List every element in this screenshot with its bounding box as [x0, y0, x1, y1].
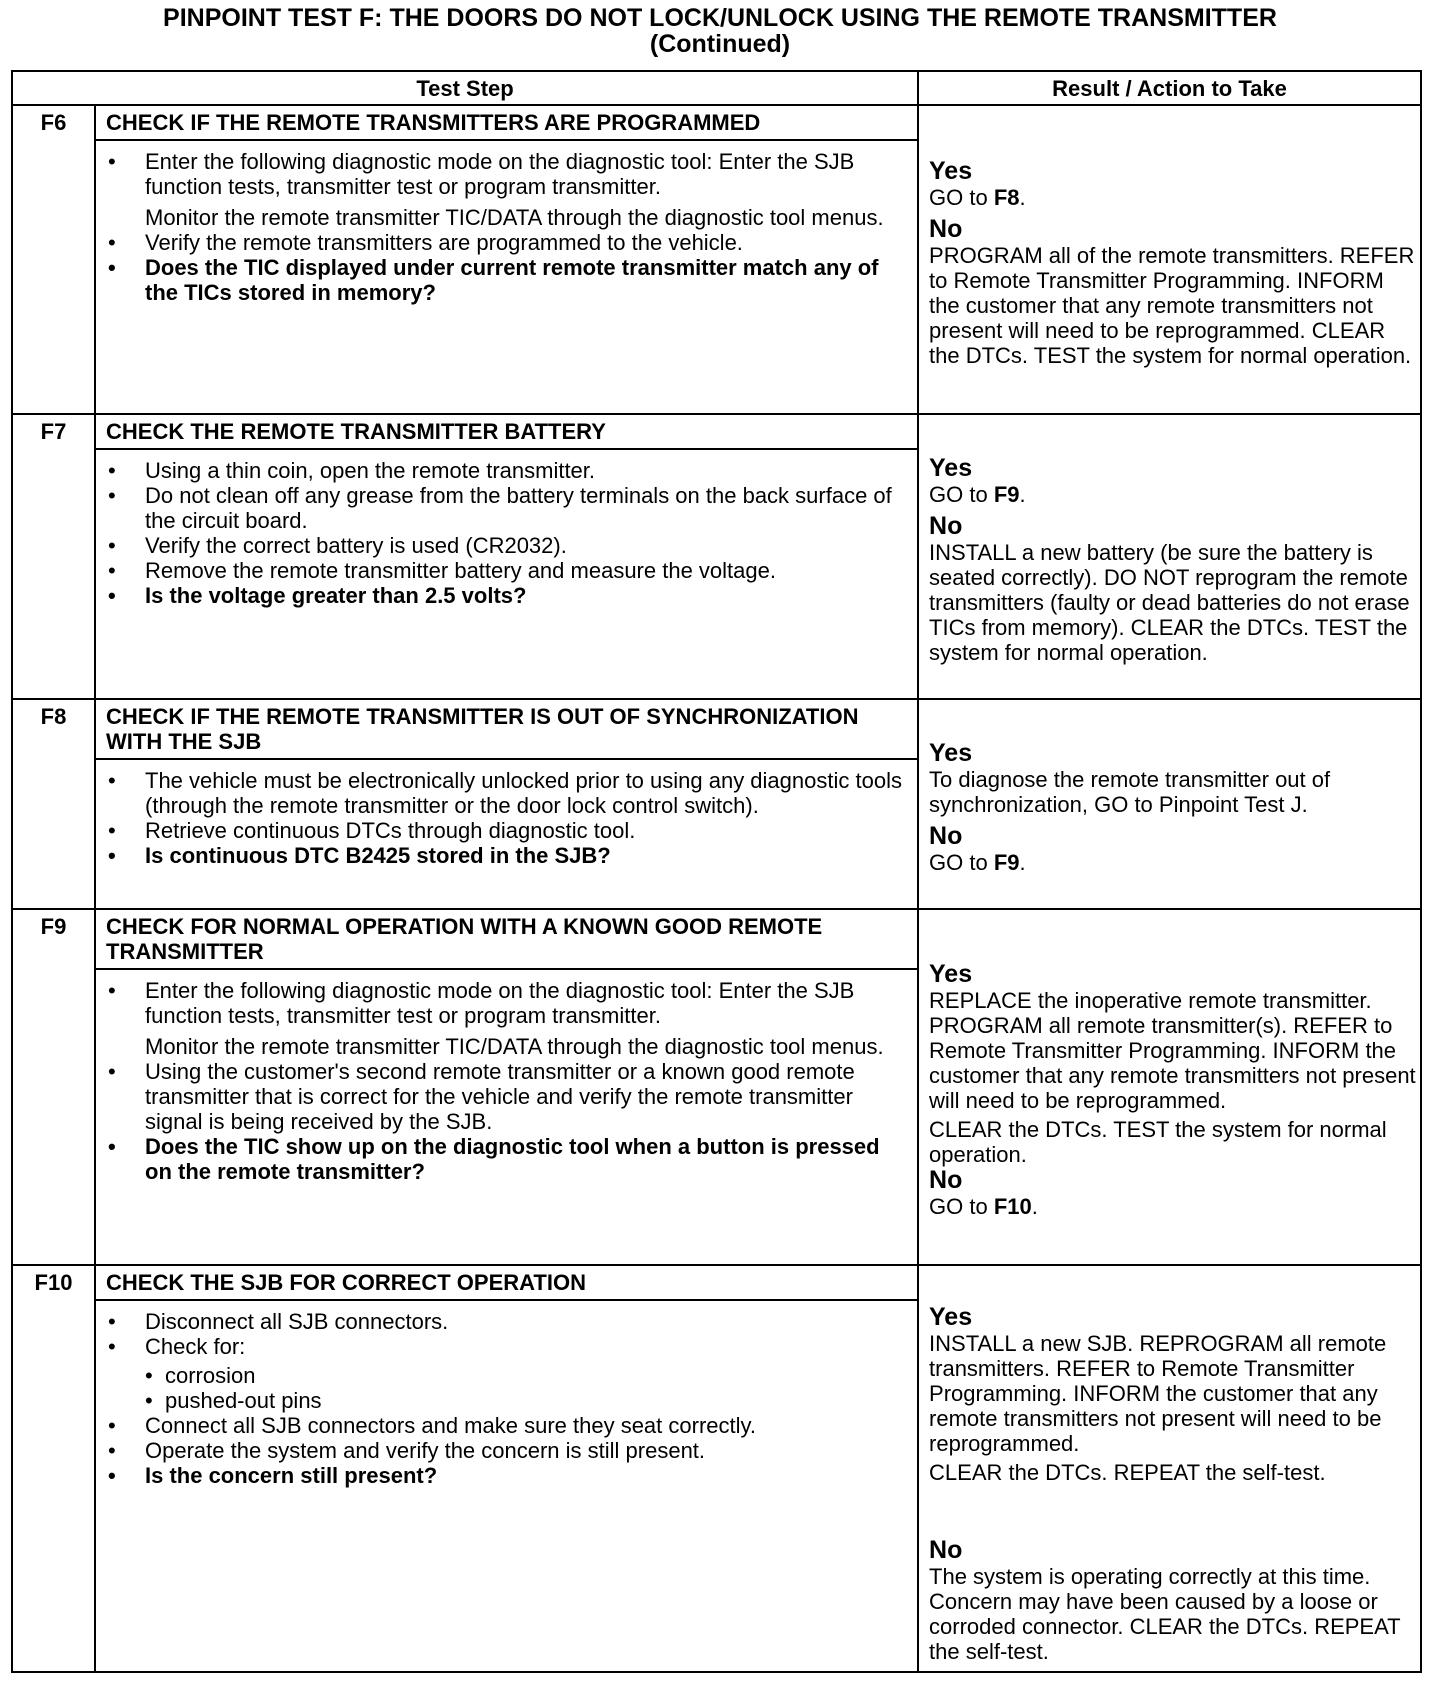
list-item: • Enter the following diagnostic mode on the diagnostic tool: Enter the SJB function tests, transmitter test or program transmitter. [108, 978, 905, 1028]
step-heading: CHECK IF THE REMOTE TRANSMITTERS ARE PROGRAMMED [95, 105, 918, 140]
list-item: • Check for: [108, 1334, 905, 1359]
step-question: • Is continuous DTC B2425 stored in the SJB? [108, 843, 905, 868]
no-label: No [929, 1166, 963, 1194]
step-body [95, 449, 918, 699]
list-item: • Connect all SJB connectors and make sure they seat correctly. [108, 1413, 905, 1438]
step-heading: CHECK IF THE REMOTE TRANSMITTER IS OUT OF SYNCHRONIZATION WITH THE SJB [95, 699, 918, 759]
list-item: • Verify the remote transmitters are programmed to the vehicle. [108, 230, 905, 255]
yes-action: GO to [929, 184, 988, 210]
step-question: • Does the TIC show up on the diagnostic tool when a button is pressed on the remote transmitter? [108, 1134, 905, 1184]
yes-label: Yes [929, 738, 973, 767]
step-heading: CHECK THE SJB FOR CORRECT OPERATION [95, 1265, 918, 1300]
step-question: • Is the voltage greater than 2.5 volts? [108, 583, 905, 608]
step-id: F7 [12, 414, 95, 699]
list-item-note: Monitor the remote transmitter TIC/DATA through the diagnostic tool menus. [145, 1034, 884, 1059]
list-item: • The vehicle must be electronically unlocked prior to using any diagnostic tools (through the remote transmitter or the door lock control switch). [108, 768, 905, 818]
header-test-step: Test Step [12, 71, 918, 105]
list-item: • Using a thin coin, open the remote transmitter. [108, 458, 905, 483]
list-item: • Disconnect all SJB connectors. [108, 1309, 905, 1334]
yes-action: To diagnose the remote transmitter out of synchronization, GO to Pinpoint Test J. [929, 766, 1331, 817]
no-action: PROGRAM all of the remote transmitters. REFER to Remote Transmitter Programming. INFORM the customer that any remote transmitters not present will need to be reprogrammed. CLEAR the DTCs. TEST the system for normal operation. [929, 242, 1415, 368]
sub-list-item: • corrosion [145, 1363, 905, 1388]
step-result [918, 1265, 1421, 1672]
step-question: • Is the concern still present? [108, 1463, 905, 1488]
pinpoint-test-table [11, 70, 1422, 1673]
table-header-row [12, 71, 1421, 105]
step-id: F10 [12, 1265, 95, 1672]
yes-label: Yes [929, 156, 973, 185]
no-action: INSTALL a new battery (be sure the battery is seated correctly). DO NOT reprogram the remote transmitters (faulty or dead batteries do not erase TICs from memory). CLEAR the DTCs. TEST the system for normal operation. [929, 539, 1410, 665]
list-item: • Verify the correct battery is used (CR2032). [108, 533, 905, 558]
step-row-f9 [12, 909, 1421, 969]
page-title: PINPOINT TEST F: THE DOORS DO NOT LOCK/UNLOCK USING THE REMOTE TRANSMITTER [163, 4, 1277, 32]
step-id: F6 [12, 105, 95, 414]
yes-action-2: CLEAR the DTCs. REPEAT the self-test. [929, 1460, 1326, 1485]
step-heading: CHECK THE REMOTE TRANSMITTER BATTERY [95, 414, 918, 449]
list-item: • Remove the remote transmitter battery and measure the voltage. [108, 558, 905, 583]
list-item: • Using the customer's second remote transmitter or a known good remote transmitter that is correct for the vehicle and verify the remote transmitter signal is being received by the SJB. [108, 1059, 905, 1134]
step-row-f6 [12, 105, 1421, 140]
step-row-f10 [12, 1265, 1421, 1300]
no-action: The system is operating correctly at this time. Concern may have been caused by a loose or corroded connector. CLEAR the DTCs. REPEAT the self-test. [929, 1564, 1401, 1664]
list-item: • Retrieve continuous DTCs through diagnostic tool. [108, 818, 905, 843]
no-label: No [929, 214, 963, 243]
step-question: • Does the TIC displayed under current remote transmitter match any of the TICs stored in memory? [108, 255, 905, 305]
step-result: Yes GO to F9. No INSTALL a new battery (be sure the battery is seated correctly). DO NOT reprogram the remote transmitters (faulty or dead batteries do not erase TICs from memory). CLEAR the DTCs. TEST the system for normal operation. [918, 414, 1421, 699]
step-id: F8 [12, 699, 95, 909]
yes-ref: F8 [993, 184, 1020, 210]
step-body [95, 759, 918, 909]
yes-ref: F9 [993, 481, 1020, 507]
yes-label: Yes [929, 960, 973, 988]
step-row-f7 [12, 414, 1421, 449]
list-item: • Do not clean off any grease from the battery terminals on the back surface of the circuit board. [108, 483, 905, 533]
no-label: No [929, 1536, 963, 1564]
step-result: Yes To diagnose the remote transmitter out of synchronization, GO to Pinpoint Test J. No GO to F9. [918, 699, 1421, 909]
no-ref: F10 [993, 1194, 1032, 1219]
step-heading: CHECK FOR NORMAL OPERATION WITH A KNOWN GOOD REMOTE TRANSMITTER [95, 909, 918, 969]
step-id: F9 [12, 909, 95, 1265]
list-item: • Enter the following diagnostic mode on the diagnostic tool: Enter the SJB function tests, transmitter test or program transmitter. [108, 149, 905, 199]
sub-list-item: • pushed-out pins [145, 1388, 905, 1413]
no-label: No [929, 821, 963, 850]
no-action: GO to [929, 1194, 988, 1219]
step-body [95, 969, 918, 1265]
list-item-note: Monitor the remote transmitter TIC/DATA through the diagnostic tool menus. [145, 205, 884, 230]
yes-action: INSTALL a new SJB. REPROGRAM all remote transmitters. REFER to Remote Transmitter Programming. INFORM the customer that any remote transmitters not present will need to be reprogrammed. [929, 1331, 1387, 1456]
yes-action: REPLACE the inoperative remote transmitter. PROGRAM all remote transmitter(s). REFER to Remote Transmitter Programming. INFORM the customer that any remote transmitters not present will need to be reprogrammed. [929, 988, 1416, 1113]
yes-label: Yes [929, 453, 973, 482]
list-item: • Operate the system and verify the concern is still present. [108, 1438, 905, 1463]
no-ref: F9 [993, 849, 1020, 875]
step-body [95, 140, 918, 414]
step-row-f8 [12, 699, 1421, 759]
yes-label: Yes [929, 1303, 973, 1331]
step-result: Yes GO to F8. No PROGRAM all of the remote transmitters. REFER to Remote Transmitter Programming. INFORM the customer that any remote transmitters not present will need to be reprogrammed. CLEAR the DTCs. TEST the system for normal operation. [918, 105, 1421, 414]
header-result: Result / Action to Take [918, 71, 1421, 105]
yes-action: GO to [929, 481, 988, 507]
step-body [95, 1300, 918, 1672]
yes-action-2: CLEAR the DTCs. TEST the system for normal operation. [929, 1117, 1387, 1167]
page-subtitle: (Continued) [649, 30, 791, 58]
no-action: GO to [929, 849, 988, 875]
step-result: Yes REPLACE the inoperative remote transmitter. PROGRAM all remote transmitter(s). REFER to Remote Transmitter Programming. INFORM the customer that any remote transmitters not present will need to be reprogrammed. CLEAR the DTCs. TEST the system for normal operation. No GO to F10. [918, 909, 1421, 1265]
no-label: No [929, 511, 963, 540]
